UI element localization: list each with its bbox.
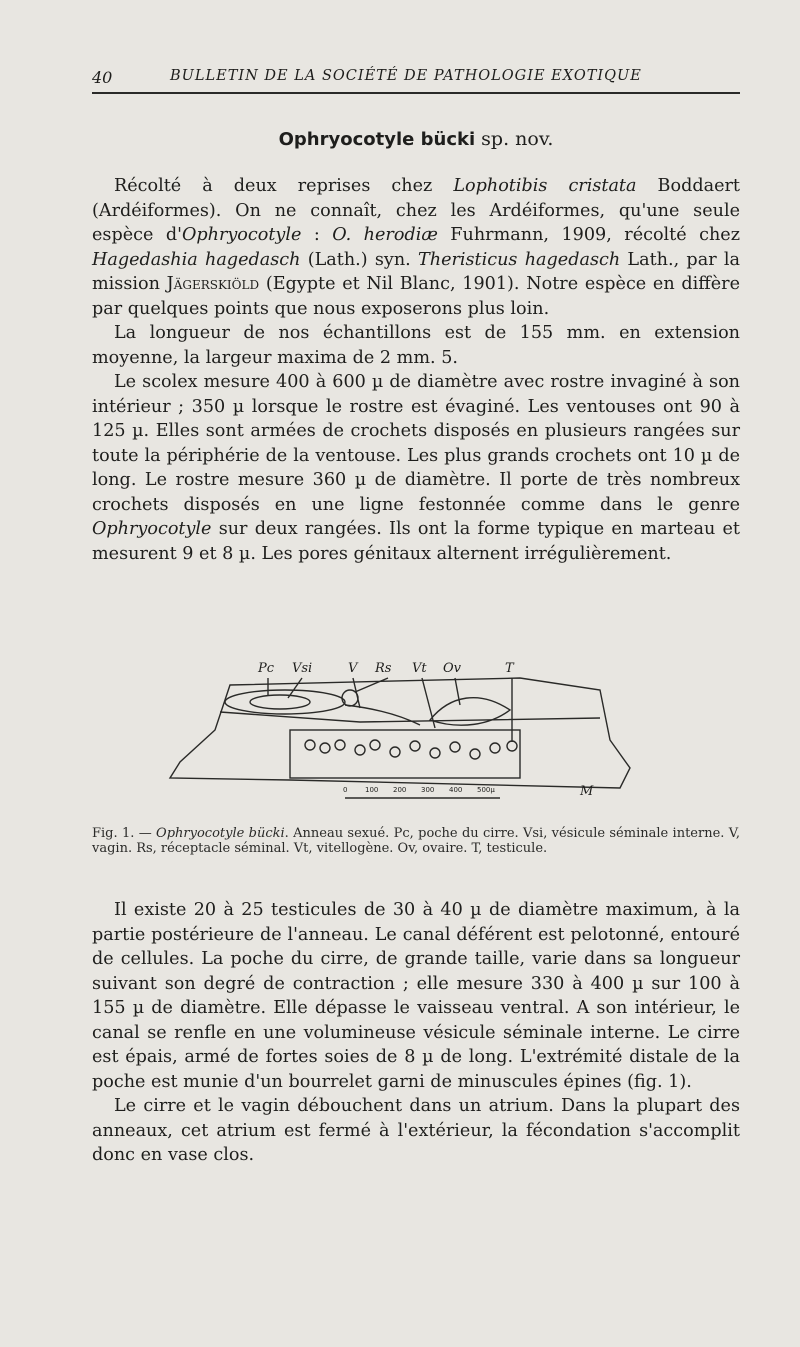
- leader-vsi: [288, 678, 302, 698]
- section-title: [92, 128, 740, 150]
- testis: [430, 748, 440, 758]
- figure-caption: [92, 826, 740, 856]
- body-text-top: [92, 174, 740, 566]
- text-run: Fuhrmann, 1909, récolté chez: [437, 225, 740, 245]
- testis-field: [290, 730, 520, 778]
- testis: [490, 743, 500, 753]
- figure-proglottid: [160, 650, 740, 810]
- figure-label: Vt: [412, 661, 427, 676]
- title-suffix: sp. nov.: [475, 128, 554, 150]
- text-run: Boddaert (Ardéiformes). On ne connaît, chez les Ardéiformes, qu'une seule espèce d': [92, 176, 740, 245]
- testis: [507, 741, 517, 751]
- author-name: Jägerskiöld: [166, 274, 260, 294]
- testis: [320, 743, 330, 753]
- genus-name: Ophryocotyle: [92, 519, 212, 539]
- running-title: BULLETIN DE LA SOCIÉTÉ DE PATHOLOGIE EXOTIQUE: [170, 68, 642, 84]
- artist-signature: M: [580, 784, 594, 799]
- scale-tick: 400: [449, 786, 463, 794]
- cirrus-pouch: [225, 690, 345, 714]
- testis: [370, 740, 380, 750]
- figure-label: V: [348, 661, 358, 676]
- header-rule: [92, 92, 740, 94]
- text-run: sur deux rangées. Ils ont la forme typique en marteau et mesurent 9 et 8 µ. Les pores génitaux alternent irrégulièrement.: [92, 519, 740, 564]
- scale-tick: 0: [343, 786, 348, 794]
- scale-tick: 500µ: [477, 786, 495, 794]
- figure-label: Vsi: [292, 661, 313, 676]
- paragraph: [92, 370, 740, 566]
- page-header: [92, 60, 740, 100]
- testis: [450, 742, 460, 752]
- caption-species: Ophryocotyle bücki: [156, 826, 285, 841]
- host-name: Lophotibis cristata: [453, 176, 637, 196]
- testis: [335, 740, 345, 750]
- figure-label: T: [505, 661, 514, 676]
- text-run: Le scolex mesure 400 à 600 µ de diamètre avec rostre invaginé à son intérieur ; 350 µ lorsque le rostre est évaginé. Les ventouses ont 90 à 125 µ. Elles sont armées de crochets disposés en plusieurs rangées sur toute la périphérie de la ventouse. Les plus grands crochets ont 10 µ de long. Le rostre mesure 360 µ de diamètre. Il porte de très nombreux crochets disposés en une ligne festonnée comme dans le genre: [92, 372, 740, 515]
- figure-label: Rs: [375, 661, 392, 676]
- leader-rs: [355, 678, 388, 692]
- testis: [390, 747, 400, 757]
- text-run: :: [301, 225, 333, 245]
- paragraph: La longueur de nos échantillons est de 155 mm. en extension moyenne, la largeur maxima de 2 mm. 5.: [92, 323, 740, 368]
- figure-label: Pc: [258, 661, 275, 676]
- caption-text: . Anneau sexué. Pc, poche du cirre. Vsi, vésicule séminale interne. V, vagin. Rs, réceptacle séminal. Vt, vitellogène. Ov, ovaire. T, testicule.: [92, 826, 740, 856]
- text-run: (Lath.) syn.: [300, 249, 418, 270]
- paragraph: Il existe 20 à 25 testicules de 30 à 40 µ de diamètre maximum, à la partie postérieure de l'anneau. Le canal déférent est pelotonné, entouré de cellules. La poche du cirre, de grande taille, varie dans sa longueur suivant son degré de contraction ; elle mesure 330 à 400 µ sur 100 à 155 µ de diamètre. Elle dépasse le vaisseau ventral. A son intérieur, le canal se renfle en une volumineuse vésicule séminale interne. Le cirre est épais, armé de fortes soies de 8 µ de long. L'extrémité distale de la poche est munie d'un bourrelet garni de minuscules épines (fig. 1).: [92, 900, 740, 1092]
- scale-tick: 300: [421, 786, 435, 794]
- host-name: Theristicus hagedasch: [418, 249, 621, 270]
- genus-name: Ophryocotyle: [181, 225, 302, 245]
- paragraph: [92, 174, 740, 321]
- figure-label: Ov: [443, 661, 462, 676]
- host-name: Hagedashia hagedasch: [92, 249, 301, 270]
- page-number: 40: [92, 68, 113, 87]
- body-text-bottom: [92, 898, 740, 1168]
- text-run: Récolté à deux reprises chez: [114, 176, 454, 196]
- scale-tick: 100: [365, 786, 379, 794]
- paragraph: Le cirre et le vagin débouchent dans un atrium. Dans la plupart des anneaux, cet atrium est fermé à l'extérieur, la fécondation s'accomplit donc en vase clos.: [92, 1096, 740, 1165]
- testis: [355, 745, 365, 755]
- testis: [410, 741, 420, 751]
- species-name: Ophryocotyle bücki: [278, 129, 476, 150]
- text-run: (Egypte et Nil Blanc, 1901). Notre espèce en diffère par quelques points que nous exposerons plus loin.: [92, 274, 741, 319]
- seminal-vesicle: [250, 695, 310, 709]
- scale-tick: 200: [393, 786, 407, 794]
- testis: [305, 740, 315, 750]
- text-run: Lath., par la mission: [92, 249, 740, 294]
- caption-prefix: Fig. 1. —: [92, 826, 157, 841]
- testis: [470, 749, 480, 759]
- species-name: O. herodiæ: [332, 225, 438, 245]
